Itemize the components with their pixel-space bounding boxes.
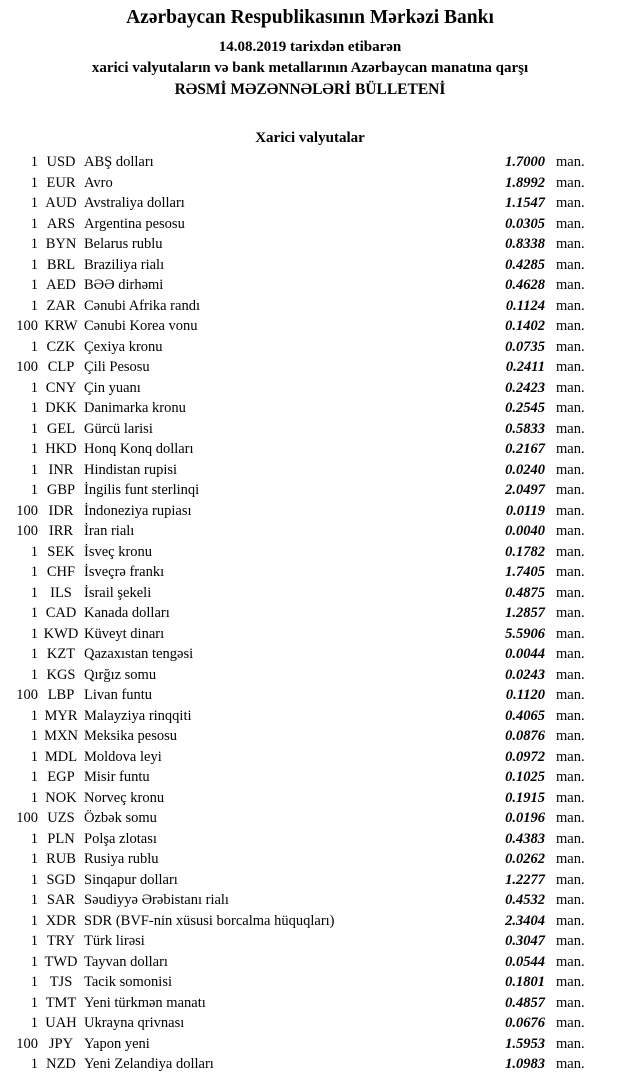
rate-value: 0.0544 [505, 953, 545, 970]
table-row [0, 562, 620, 583]
currency-code: SGD [46, 871, 76, 888]
currency-code: BRL [46, 256, 76, 273]
currency-name: Braziliya rialı [84, 256, 165, 273]
table-row [0, 829, 620, 850]
currency-name: Qazaxıstan tengəsi [84, 646, 194, 662]
unit-label: man. [556, 646, 585, 662]
currency-code: EGP [47, 769, 75, 785]
quantity: 1 [30, 769, 38, 785]
currency-code: KGS [46, 666, 76, 683]
unit-label: man. [556, 564, 585, 580]
currency-code: NZD [46, 1056, 76, 1072]
unit-label: man. [556, 523, 585, 539]
quantity: 100 [16, 1035, 38, 1052]
currency-code: GBP [46, 482, 76, 498]
rate-value: 0.4532 [505, 892, 545, 908]
unit-label: man. [556, 666, 585, 683]
currency-code: MDL [44, 748, 78, 765]
rate-value: 1.0983 [505, 1056, 545, 1072]
quantity: 1 [30, 564, 38, 580]
currency-name: Polşa zlotası [84, 830, 157, 847]
table-row [0, 972, 620, 993]
rate-value: 0.1915 [505, 789, 545, 806]
currency-name: Avro [84, 174, 113, 191]
rate-value: 0.4628 [505, 277, 545, 293]
rate-value: 0.0196 [505, 810, 545, 826]
rate-value: 0.5833 [505, 420, 545, 437]
currency-code: BYN [45, 236, 77, 252]
quantity: 1 [30, 420, 38, 437]
currency-code: ARS [46, 215, 76, 232]
rate-value: 0.0305 [505, 215, 545, 232]
table-row [0, 316, 620, 337]
table-row [0, 767, 620, 788]
currency-code: HKD [45, 441, 77, 457]
table-row [0, 419, 620, 440]
table-row [0, 542, 620, 563]
unit-label: man. [556, 359, 585, 375]
rate-value: 0.2423 [505, 379, 545, 396]
quantity: 1 [30, 1015, 38, 1031]
quantity: 1 [30, 154, 38, 170]
currency-name: Tayvan dolları [84, 953, 168, 970]
currency-code: LBP [47, 687, 75, 703]
rate-value: 0.0243 [505, 666, 545, 683]
currency-name: Moldova leyi [84, 748, 162, 765]
rate-value: 0.4285 [505, 256, 545, 273]
unit-label: man. [556, 236, 585, 252]
rate-value: 0.0040 [505, 523, 545, 539]
quantity: 1 [30, 1056, 38, 1072]
currency-name: Hindistan rupisi [84, 461, 178, 478]
quantity: 1 [30, 441, 38, 457]
rate-value: 0.0876 [505, 728, 545, 744]
quantity: 1 [30, 707, 38, 724]
unit-label: man. [556, 482, 585, 498]
unit-label: man. [556, 400, 585, 416]
rate-value: 0.2411 [505, 359, 545, 375]
currency-code: TMT [45, 994, 77, 1011]
subtitle-line: xarici valyutaların və bank metallarının Azərbaycan manatına qarşı [91, 60, 529, 76]
unit-label: man. [556, 769, 585, 785]
unit-label: man. [556, 892, 585, 908]
table-row [0, 275, 620, 296]
rate-value: 0.2545 [505, 400, 545, 416]
currency-code: CHF [46, 564, 76, 580]
bulletin-page [0, 6, 620, 1079]
currency-code: CLP [47, 359, 75, 375]
currency-name: Cənubi Afrika randı [84, 297, 200, 314]
quantity: 1 [30, 297, 38, 314]
quantity: 1 [30, 584, 38, 601]
effective-date-line: 14.08.2019 tarixdən etibarən [218, 39, 402, 55]
unit-label: man. [556, 605, 585, 621]
table-row [0, 296, 620, 317]
currency-code: CAD [45, 605, 77, 621]
currency-name: Yeni türkmən manatı [84, 994, 206, 1011]
unit-label: man. [556, 502, 585, 519]
rate-value: 0.2167 [505, 441, 545, 457]
unit-label: man. [556, 379, 585, 396]
currency-name: İsveçrə frankı [84, 564, 165, 580]
rate-value: 0.4065 [505, 707, 545, 724]
unit-label: man. [556, 974, 585, 990]
quantity: 1 [30, 748, 38, 765]
currency-name: İndoneziya rupiası [84, 502, 192, 519]
currency-code: RUB [46, 851, 76, 867]
currency-code: CNY [45, 379, 77, 396]
unit-label: man. [556, 1015, 585, 1031]
quantity: 1 [30, 256, 38, 273]
rate-value: 0.0972 [505, 748, 545, 765]
currency-name: İran rialı [84, 523, 135, 539]
unit-label: man. [556, 154, 585, 170]
currency-name: İngilis funt sterlinqi [84, 482, 200, 498]
quantity: 1 [30, 174, 38, 191]
table-row [0, 521, 620, 542]
section-title-foreign-currencies: Xarici valyutalar [255, 130, 365, 146]
unit-label: man. [556, 933, 585, 949]
currency-name: Gürcü larisi [84, 420, 153, 437]
rate-value: 0.0119 [505, 502, 545, 519]
quantity: 100 [16, 810, 38, 826]
currency-code: NOK [45, 789, 77, 806]
quantity: 100 [16, 318, 38, 334]
currency-name: Misir funtu [84, 769, 150, 785]
unit-label: man. [556, 318, 585, 334]
rate-value: 0.0240 [505, 461, 545, 478]
currency-name: Qırğız somu [84, 666, 157, 683]
unit-label: man. [556, 338, 585, 355]
currency-name: Malayziya rinqqiti [84, 707, 192, 724]
quantity: 1 [30, 605, 38, 621]
rate-value: 2.3404 [505, 912, 545, 929]
table-row [0, 644, 620, 665]
currency-code: DKK [45, 400, 77, 416]
table-row [0, 1034, 620, 1055]
unit-label: man. [556, 215, 585, 232]
quantity: 1 [30, 195, 38, 211]
currency-name: ABŞ dolları [84, 154, 154, 170]
unit-label: man. [556, 625, 585, 642]
table-row [0, 993, 620, 1014]
currency-name: Argentina pesosu [84, 215, 185, 232]
unit-label: man. [556, 195, 585, 211]
bank-title: Azərbaycan Respublikasının Mərkəzi Bankı [126, 7, 494, 28]
unit-label: man. [556, 871, 585, 888]
quantity: 100 [16, 502, 38, 519]
currency-code: TJS [49, 974, 73, 990]
table-row [0, 255, 620, 276]
table-row [0, 214, 620, 235]
currency-name: Küveyt dinarı [84, 625, 165, 642]
rate-value: 1.2277 [505, 871, 545, 888]
table-row [0, 706, 620, 727]
rate-value: 5.5906 [505, 625, 545, 642]
table-row [0, 624, 620, 645]
unit-label: man. [556, 297, 585, 314]
currency-code: IRR [48, 523, 74, 539]
currency-code: XDR [45, 912, 77, 929]
rate-value: 0.1120 [505, 687, 545, 703]
quantity: 1 [30, 830, 38, 847]
table-row [0, 173, 620, 194]
rate-value: 0.0676 [505, 1015, 545, 1031]
quantity: 1 [30, 666, 38, 683]
table-row [0, 378, 620, 399]
rate-value: 0.1782 [505, 543, 545, 560]
rate-value: 0.1124 [505, 297, 545, 314]
table-row [0, 193, 620, 214]
table-row [0, 234, 620, 255]
table-row [0, 665, 620, 686]
unit-label: man. [556, 707, 585, 724]
currency-name: Honq Konq dolları [84, 441, 194, 457]
currency-code: MXN [44, 728, 78, 744]
quantity: 1 [30, 953, 38, 970]
quantity: 1 [30, 728, 38, 744]
table-row [0, 480, 620, 501]
quantity: 1 [30, 461, 38, 478]
currency-code: TRY [46, 933, 76, 949]
table-row [0, 870, 620, 891]
quantity: 1 [30, 933, 38, 949]
currency-name: Norveç kronu [84, 789, 165, 806]
currency-code: SEK [47, 543, 75, 560]
currency-name: Belarus rublu [84, 236, 163, 252]
currency-name: Livan funtu [84, 687, 153, 703]
rate-value: 0.4857 [505, 994, 545, 1011]
quantity: 1 [30, 338, 38, 355]
currency-code: KRW [44, 318, 78, 334]
quantity: 1 [30, 543, 38, 560]
currency-name: Ukrayna qrivnası [84, 1015, 185, 1031]
table-row [0, 685, 620, 706]
rate-value: 0.3047 [505, 933, 545, 949]
bulletin-title: RƏSMİ MƏZƏNNƏLƏRİ BÜLLETENİ [174, 81, 446, 98]
currency-code: AED [46, 277, 76, 293]
currency-code: INR [48, 461, 74, 478]
currency-name: Meksika pesosu [84, 728, 178, 744]
quantity: 1 [30, 379, 38, 396]
table-row [0, 152, 620, 173]
unit-label: man. [556, 174, 585, 191]
quantity: 1 [30, 236, 38, 252]
rate-value: 0.1801 [505, 974, 545, 990]
quantity: 1 [30, 912, 38, 929]
unit-label: man. [556, 543, 585, 560]
quantity: 100 [16, 687, 38, 703]
currency-name: Kanada dolları [84, 605, 170, 621]
currency-name: İsrail şekeli [84, 584, 152, 601]
rate-value: 0.0735 [505, 338, 545, 355]
quantity: 1 [30, 646, 38, 662]
table-row [0, 583, 620, 604]
unit-label: man. [556, 1056, 585, 1072]
rate-value: 1.7000 [505, 154, 545, 170]
table-row [0, 603, 620, 624]
quantity: 100 [16, 523, 38, 539]
currency-code: AUD [45, 195, 77, 211]
rate-value: 1.5953 [505, 1035, 545, 1052]
currency-code: MYR [44, 707, 78, 724]
currency-code: ZAR [46, 297, 76, 314]
table-row [0, 337, 620, 358]
unit-label: man. [556, 1035, 585, 1052]
unit-label: man. [556, 789, 585, 806]
unit-label: man. [556, 810, 585, 826]
rate-value: 0.8338 [505, 236, 545, 252]
rate-value: 1.2857 [505, 605, 545, 621]
table-row [0, 890, 620, 911]
table-row [0, 501, 620, 522]
quantity: 1 [30, 789, 38, 806]
currency-name: Cənubi Korea vonu [84, 318, 198, 334]
currency-name: Yapon yeni [84, 1035, 150, 1052]
rate-value: 0.1025 [505, 769, 545, 785]
quantity: 1 [30, 974, 38, 990]
quantity: 1 [30, 892, 38, 908]
table-row [0, 1054, 620, 1075]
rate-value: 0.4875 [505, 584, 545, 601]
table-row [0, 1013, 620, 1034]
table-row [0, 460, 620, 481]
unit-label: man. [556, 461, 585, 478]
rate-value: 0.4383 [505, 830, 545, 847]
rate-value: 2.0497 [505, 482, 545, 498]
document-header [0, 6, 620, 100]
currency-code: PLN [47, 830, 75, 847]
table-row [0, 788, 620, 809]
table-row [0, 931, 620, 952]
quantity: 1 [30, 400, 38, 416]
currency-code: ILS [50, 584, 72, 601]
currency-name: Özbək somu [84, 810, 157, 826]
currency-code: USD [46, 154, 76, 170]
currency-code: UZS [47, 810, 75, 826]
rate-value: 1.8992 [505, 174, 545, 191]
currency-name: Çin yuanı [84, 379, 141, 396]
currency-name: Avstraliya dolları [84, 195, 185, 211]
quantity: 1 [30, 277, 38, 293]
quantity: 1 [30, 871, 38, 888]
unit-label: man. [556, 912, 585, 929]
currency-code: IDR [48, 502, 74, 519]
quantity: 1 [30, 994, 38, 1011]
currency-name: BƏƏ dirhəmi [84, 277, 164, 293]
rates-table [0, 152, 620, 1075]
currency-name: Yeni Zelandiya dolları [84, 1056, 214, 1072]
unit-label: man. [556, 441, 585, 457]
table-row [0, 808, 620, 829]
currency-name: Çili Pesosu [84, 359, 150, 375]
table-row [0, 357, 620, 378]
unit-label: man. [556, 256, 585, 273]
table-row [0, 911, 620, 932]
currency-name: İsveç kronu [84, 543, 153, 560]
quantity: 1 [30, 625, 38, 642]
unit-label: man. [556, 994, 585, 1011]
currency-code: KZT [46, 646, 76, 662]
currency-code: GEL [46, 420, 76, 437]
quantity: 100 [16, 359, 38, 375]
unit-label: man. [556, 748, 585, 765]
unit-label: man. [556, 728, 585, 744]
currency-code: JPY [48, 1035, 74, 1052]
table-row [0, 747, 620, 768]
unit-label: man. [556, 687, 585, 703]
currency-name: Danimarka kronu [84, 400, 186, 416]
currency-name: Türk lirəsi [84, 933, 145, 949]
unit-label: man. [556, 420, 585, 437]
rate-value: 0.0044 [505, 646, 545, 662]
currency-name: Səudiyyə Ərəbistanı rialı [84, 892, 229, 908]
unit-label: man. [556, 277, 585, 293]
currency-code: SAR [46, 892, 76, 908]
table-row [0, 439, 620, 460]
rate-value: 1.1547 [505, 195, 545, 211]
currency-code: TWD [44, 953, 78, 970]
table-row [0, 952, 620, 973]
currency-name: Tacik somonisi [84, 974, 172, 990]
currency-name: SDR (BVF-nin xüsusi borcalma hüquqları) [84, 912, 335, 929]
currency-name: Çexiya kronu [84, 338, 163, 355]
rate-value: 0.0262 [505, 851, 545, 867]
currency-code: KWD [43, 625, 79, 642]
currency-code: UAH [45, 1015, 77, 1031]
currency-name: Sinqapur dolları [84, 871, 178, 888]
rate-value: 0.1402 [505, 318, 545, 334]
currency-name: Rusiya rublu [84, 851, 159, 867]
table-row [0, 726, 620, 747]
currency-code: EUR [46, 174, 76, 191]
currency-code: CZK [46, 338, 76, 355]
quantity: 1 [30, 215, 38, 232]
table-row [0, 849, 620, 870]
unit-label: man. [556, 830, 585, 847]
quantity: 1 [30, 482, 38, 498]
table-row [0, 398, 620, 419]
rate-value: 1.7405 [505, 564, 545, 580]
quantity: 1 [30, 851, 38, 867]
unit-label: man. [556, 953, 585, 970]
unit-label: man. [556, 851, 585, 867]
unit-label: man. [556, 584, 585, 601]
